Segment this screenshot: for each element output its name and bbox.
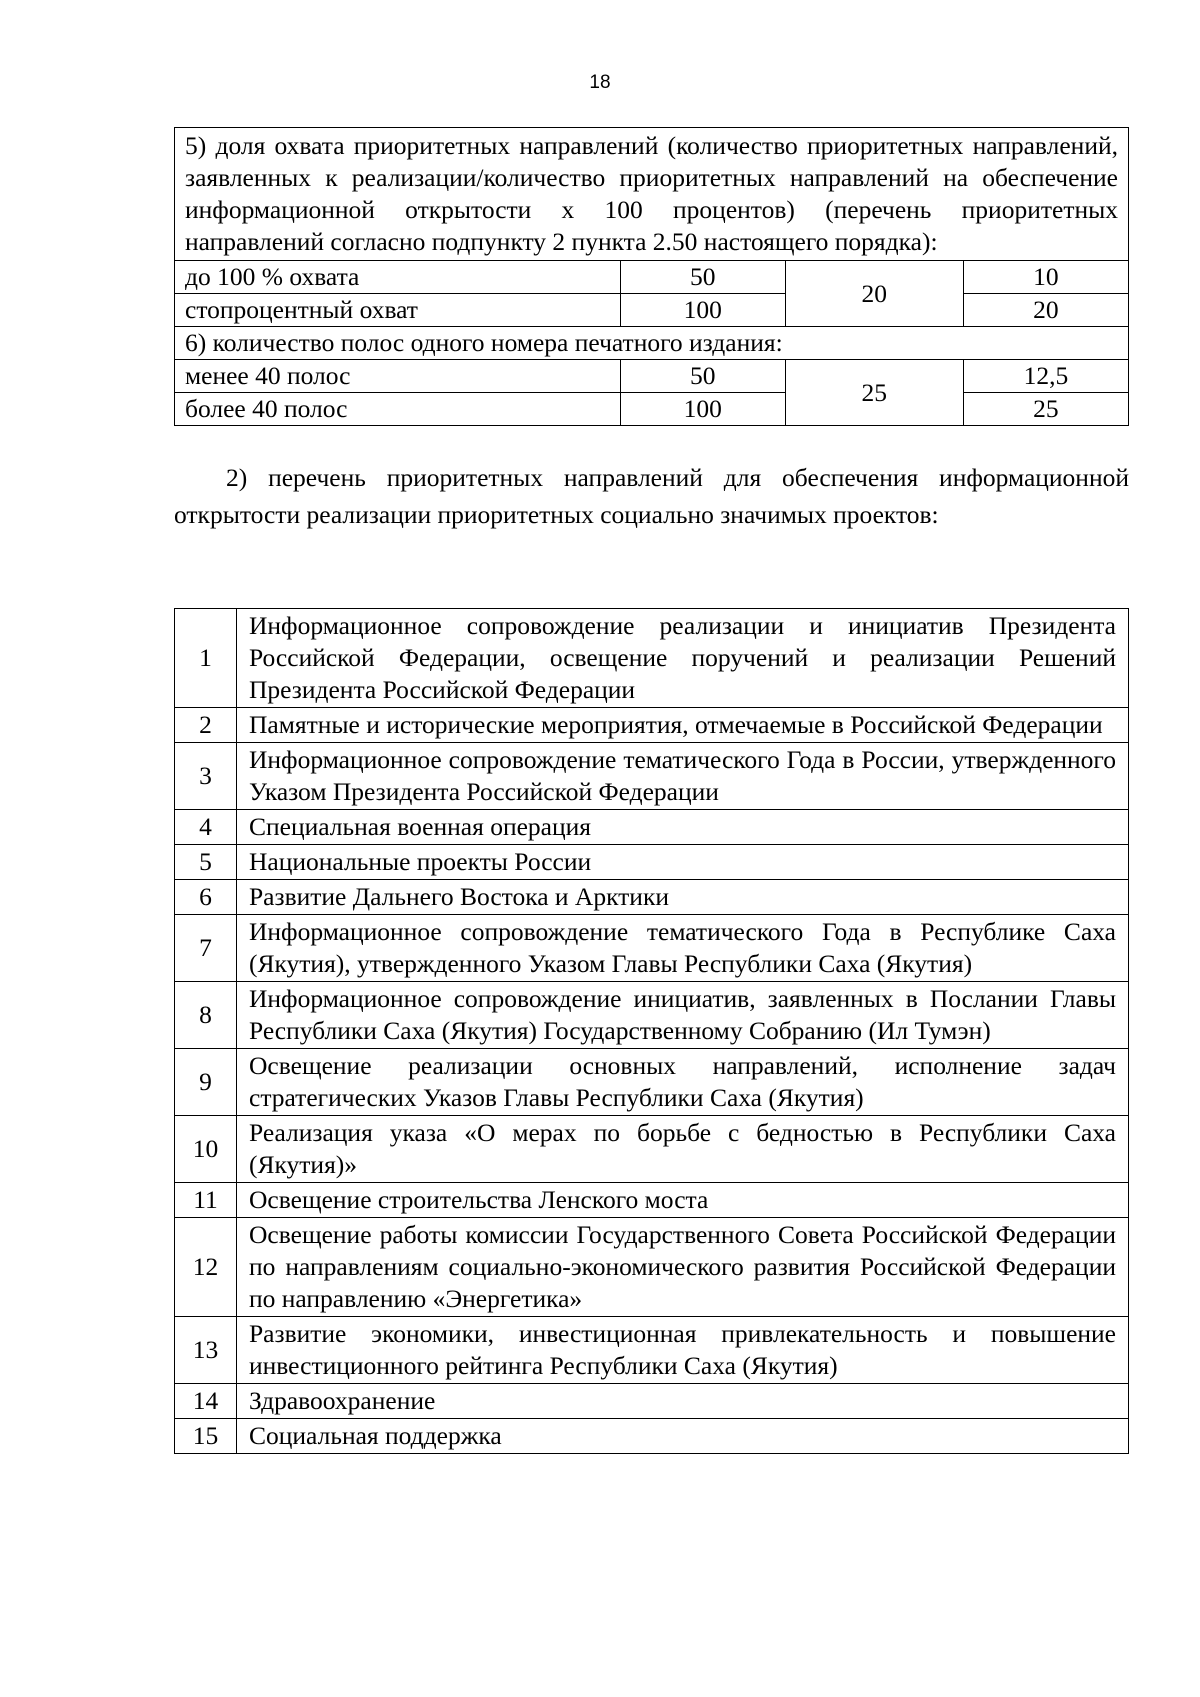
table-row [175,845,1129,880]
row-number: 10 [175,1116,237,1183]
row-number: 2 [175,708,237,743]
criteria-weight: 20 [785,261,963,327]
table-row [175,708,1129,743]
priority-text: Информационное сопровождение тематического Года в Республике Саха (Якутия), утвержденного Указом Главы Республики Саха (Якутия) [237,915,1129,982]
table-row [175,360,1129,393]
table-row [175,261,1129,294]
row-number: 7 [175,915,237,982]
priority-text: Специальная военная операция [237,810,1129,845]
table-row [175,982,1129,1049]
section-6-heading: 6) количество полос одного номера печатного издания: [175,327,1129,360]
priority-text: Информационное сопровождение инициатив, заявленных в Послании Главы Республики Саха (Якутия) Государственному Собранию (Ил Тумэн) [237,982,1129,1049]
row-number: 6 [175,880,237,915]
criteria-label: стопроцентный охват [175,294,621,327]
priority-list-intro: 2) перечень приоритетных направлений для обеспечения информационной открытости реализации приоритетных социально значимых проектов: [174,463,1129,529]
priority-text: Здравоохранение [237,1384,1129,1419]
row-number: 14 [175,1384,237,1419]
criteria-points: 50 [620,261,785,294]
row-number: 4 [175,810,237,845]
table-row [175,1049,1129,1116]
row-number: 1 [175,609,237,708]
priority-text: Развитие Дальнего Востока и Арктики [237,880,1129,915]
table-row [175,327,1129,360]
table-row [175,294,1129,327]
table-row [175,880,1129,915]
criteria-points: 50 [620,360,785,393]
table-row [175,609,1129,708]
table-row [175,810,1129,845]
row-number: 11 [175,1183,237,1218]
criteria-table [174,127,1129,426]
priority-text: Освещение строительства Ленского моста [237,1183,1129,1218]
criteria-weight: 25 [785,360,963,426]
priority-text: Национальные проекты России [237,845,1129,880]
table-row [175,128,1129,261]
table-row [175,1317,1129,1384]
row-number: 12 [175,1218,237,1317]
criteria-score: 20 [963,294,1128,327]
criteria-score: 10 [963,261,1128,294]
criteria-label: до 100 % охвата [175,261,621,294]
table-row [175,743,1129,810]
row-number: 5 [175,845,237,880]
table-row [175,1218,1129,1317]
criteria-label: более 40 полос [175,393,621,426]
row-number: 8 [175,982,237,1049]
priority-text: Информационное сопровождение реализации и инициатив Президента Российской Федерации, освещение поручений и реализации Решений Президента Российской Федерации [237,609,1129,708]
table-row [175,1183,1129,1218]
table-row [175,1384,1129,1419]
priority-text: Информационное сопровождение тематического Года в России, утвержденного Указом Президента Российской Федерации [237,743,1129,810]
criteria-label: менее 40 полос [175,360,621,393]
table-row [175,1419,1129,1454]
table-row [175,915,1129,982]
criteria-score: 12,5 [963,360,1128,393]
table-row [175,393,1129,426]
row-number: 15 [175,1419,237,1454]
row-number: 13 [175,1317,237,1384]
row-number: 3 [175,743,237,810]
priority-text: Освещение реализации основных направлений, исполнение задач стратегических Указов Главы Республики Саха (Якутия) [237,1049,1129,1116]
page-number: 18 [589,72,611,93]
criteria-points: 100 [620,393,785,426]
table-row [175,1116,1129,1183]
priority-text: Социальная поддержка [237,1419,1129,1454]
row-number: 9 [175,1049,237,1116]
priority-text: Развитие экономики, инвестиционная привлекательность и повышение инвестиционного рейтинга Республики Саха (Якутия) [237,1317,1129,1384]
priority-text: Освещение работы комиссии Государственного Совета Российской Федерации по направлениям социально-экономического развития Российской Федерации по направлению «Энергетика» [237,1218,1129,1317]
priority-table [174,608,1129,1454]
criteria-score: 25 [963,393,1128,426]
priority-text: Реализация указа «О мерах по борьбе с бедностью в Республики Саха (Якутия)» [237,1116,1129,1183]
criteria-points: 100 [620,294,785,327]
section-5-heading: 5) доля охвата приоритетных направлений (количество приоритетных направлений, заявленных к реализации/количество приоритетных направлений на обеспечение информационной открытости х 100 процентов) (перечень приоритетных направлений согласно подпункту 2 пункта 2.50 настоящего порядка): [175,128,1129,261]
priority-text: Памятные и исторические мероприятия, отмечаемые в Российской Федерации [237,708,1129,743]
